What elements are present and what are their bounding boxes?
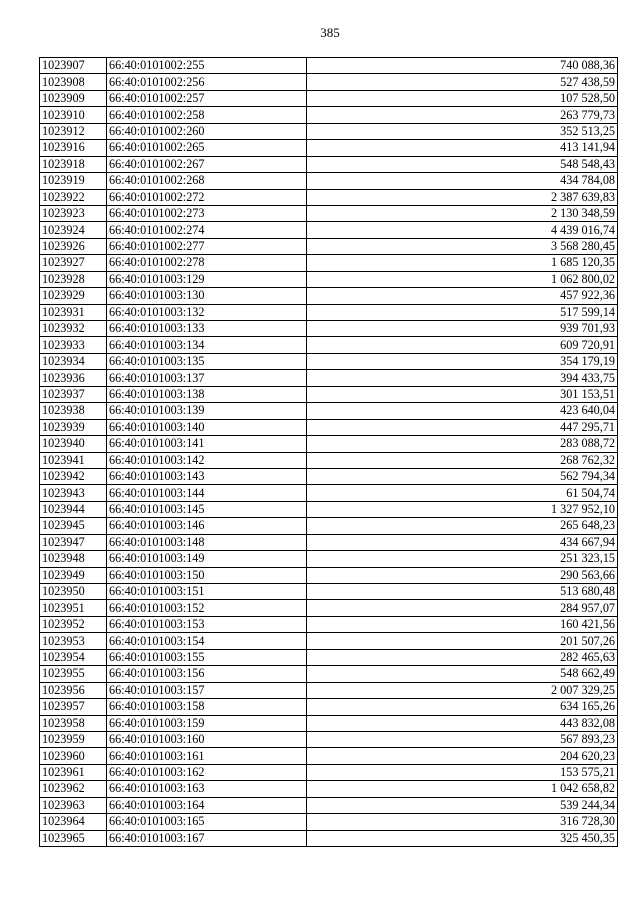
table-row bbox=[40, 666, 618, 682]
value-cell: 443 832,08 bbox=[307, 715, 618, 731]
cadastral-number-cell: 66:40:0101003:137 bbox=[107, 370, 307, 386]
value-cell: 2 007 329,25 bbox=[307, 682, 618, 698]
cadastral-number-cell: 66:40:0101002:257 bbox=[107, 90, 307, 106]
id-cell: 1023943 bbox=[40, 485, 107, 501]
value-cell: 567 893,23 bbox=[307, 731, 618, 747]
id-cell: 1023922 bbox=[40, 189, 107, 205]
cadastral-number-cell: 66:40:0101002:260 bbox=[107, 123, 307, 139]
table-row bbox=[40, 90, 618, 106]
value-cell: 284 957,07 bbox=[307, 600, 618, 616]
cadastral-number-cell: 66:40:0101002:268 bbox=[107, 173, 307, 189]
value-cell: 153 575,21 bbox=[307, 764, 618, 780]
table-row bbox=[40, 222, 618, 238]
value-cell: 290 563,66 bbox=[307, 567, 618, 583]
value-cell: 3 568 280,45 bbox=[307, 238, 618, 254]
id-cell: 1023961 bbox=[40, 764, 107, 780]
table-row bbox=[40, 321, 618, 337]
value-cell: 423 640,04 bbox=[307, 403, 618, 419]
cadastral-number-cell: 66:40:0101003:144 bbox=[107, 485, 307, 501]
cadastral-number-cell: 66:40:0101003:135 bbox=[107, 353, 307, 369]
cadastral-number-cell: 66:40:0101003:146 bbox=[107, 518, 307, 534]
table-row bbox=[40, 682, 618, 698]
value-cell: 2 130 348,59 bbox=[307, 205, 618, 221]
id-cell: 1023931 bbox=[40, 304, 107, 320]
cadastral-number-cell: 66:40:0101003:160 bbox=[107, 731, 307, 747]
cadastral-number-cell: 66:40:0101003:154 bbox=[107, 633, 307, 649]
cadastral-number-cell: 66:40:0101002:258 bbox=[107, 107, 307, 123]
value-cell: 413 141,94 bbox=[307, 140, 618, 156]
table-row bbox=[40, 485, 618, 501]
value-cell: 325 450,35 bbox=[307, 830, 618, 846]
value-cell: 263 779,73 bbox=[307, 107, 618, 123]
cadastral-number-cell: 66:40:0101003:134 bbox=[107, 337, 307, 353]
value-cell: 160 421,56 bbox=[307, 616, 618, 632]
id-cell: 1023950 bbox=[40, 584, 107, 600]
table-row bbox=[40, 584, 618, 600]
cadastral-number-cell: 66:40:0101002:278 bbox=[107, 255, 307, 271]
cadastral-number-cell: 66:40:0101003:141 bbox=[107, 436, 307, 452]
value-cell: 1 685 120,35 bbox=[307, 255, 618, 271]
table-row bbox=[40, 501, 618, 517]
id-cell: 1023947 bbox=[40, 534, 107, 550]
table-body bbox=[40, 58, 618, 847]
cadastral-number-cell: 66:40:0101003:165 bbox=[107, 814, 307, 830]
value-cell: 517 599,14 bbox=[307, 304, 618, 320]
table-row bbox=[40, 830, 618, 846]
id-cell: 1023909 bbox=[40, 90, 107, 106]
id-cell: 1023958 bbox=[40, 715, 107, 731]
id-cell: 1023907 bbox=[40, 58, 107, 74]
value-cell: 562 794,34 bbox=[307, 468, 618, 484]
id-cell: 1023937 bbox=[40, 386, 107, 402]
id-cell: 1023956 bbox=[40, 682, 107, 698]
value-cell: 539 244,34 bbox=[307, 797, 618, 813]
cadastral-number-cell: 66:40:0101003:162 bbox=[107, 764, 307, 780]
table-row bbox=[40, 436, 618, 452]
table-row bbox=[40, 370, 618, 386]
table-row bbox=[40, 600, 618, 616]
id-cell: 1023923 bbox=[40, 205, 107, 221]
value-cell: 316 728,30 bbox=[307, 814, 618, 830]
id-cell: 1023964 bbox=[40, 814, 107, 830]
cadastral-number-cell: 66:40:0101003:163 bbox=[107, 781, 307, 797]
id-cell: 1023960 bbox=[40, 748, 107, 764]
cadastral-number-cell: 66:40:0101003:130 bbox=[107, 288, 307, 304]
id-cell: 1023908 bbox=[40, 74, 107, 90]
table-row bbox=[40, 58, 618, 74]
value-cell: 434 784,08 bbox=[307, 173, 618, 189]
value-cell: 283 088,72 bbox=[307, 436, 618, 452]
table-row bbox=[40, 288, 618, 304]
cadastral-number-cell: 66:40:0101003:157 bbox=[107, 682, 307, 698]
table-row bbox=[40, 205, 618, 221]
cadastral-number-cell: 66:40:0101003:153 bbox=[107, 616, 307, 632]
table-row bbox=[40, 123, 618, 139]
cadastral-number-cell: 66:40:0101003:149 bbox=[107, 551, 307, 567]
id-cell: 1023910 bbox=[40, 107, 107, 123]
cadastral-number-cell: 66:40:0101003:129 bbox=[107, 271, 307, 287]
id-cell: 1023942 bbox=[40, 468, 107, 484]
id-cell: 1023952 bbox=[40, 616, 107, 632]
table-row bbox=[40, 797, 618, 813]
table-row bbox=[40, 255, 618, 271]
page-number: 385 bbox=[320, 25, 340, 40]
cadastral-number-cell: 66:40:0101002:272 bbox=[107, 189, 307, 205]
value-cell: 939 701,93 bbox=[307, 321, 618, 337]
value-cell: 354 179,19 bbox=[307, 353, 618, 369]
id-cell: 1023955 bbox=[40, 666, 107, 682]
id-cell: 1023924 bbox=[40, 222, 107, 238]
id-cell: 1023912 bbox=[40, 123, 107, 139]
id-cell: 1023962 bbox=[40, 781, 107, 797]
table-row bbox=[40, 814, 618, 830]
table-row bbox=[40, 107, 618, 123]
cadastral-number-cell: 66:40:0101003:150 bbox=[107, 567, 307, 583]
table-row bbox=[40, 468, 618, 484]
id-cell: 1023940 bbox=[40, 436, 107, 452]
value-cell: 394 433,75 bbox=[307, 370, 618, 386]
value-cell: 1 042 658,82 bbox=[307, 781, 618, 797]
cadastral-number-cell: 66:40:0101002:274 bbox=[107, 222, 307, 238]
value-cell: 634 165,26 bbox=[307, 699, 618, 715]
cadastral-number-cell: 66:40:0101003:143 bbox=[107, 468, 307, 484]
table-row bbox=[40, 419, 618, 435]
table-row bbox=[40, 633, 618, 649]
cadastral-number-cell: 66:40:0101003:159 bbox=[107, 715, 307, 731]
value-cell: 457 922,36 bbox=[307, 288, 618, 304]
cadastral-number-cell: 66:40:0101002:255 bbox=[107, 58, 307, 74]
cadastral-number-cell: 66:40:0101003:164 bbox=[107, 797, 307, 813]
table-row bbox=[40, 764, 618, 780]
table-row bbox=[40, 189, 618, 205]
table-row bbox=[40, 173, 618, 189]
value-cell: 204 620,23 bbox=[307, 748, 618, 764]
cadastral-number-cell: 66:40:0101003:158 bbox=[107, 699, 307, 715]
table-row bbox=[40, 731, 618, 747]
value-cell: 434 667,94 bbox=[307, 534, 618, 550]
value-cell: 201 507,26 bbox=[307, 633, 618, 649]
cadastral-number-cell: 66:40:0101003:156 bbox=[107, 666, 307, 682]
table-row bbox=[40, 551, 618, 567]
table-row bbox=[40, 271, 618, 287]
value-cell: 609 720,91 bbox=[307, 337, 618, 353]
table-row bbox=[40, 781, 618, 797]
table-row bbox=[40, 74, 618, 90]
id-cell: 1023927 bbox=[40, 255, 107, 271]
id-cell: 1023951 bbox=[40, 600, 107, 616]
id-cell: 1023934 bbox=[40, 353, 107, 369]
id-cell: 1023944 bbox=[40, 501, 107, 517]
value-cell: 107 528,50 bbox=[307, 90, 618, 106]
id-cell: 1023916 bbox=[40, 140, 107, 156]
id-cell: 1023929 bbox=[40, 288, 107, 304]
cadastral-number-cell: 66:40:0101002:265 bbox=[107, 140, 307, 156]
table-row bbox=[40, 238, 618, 254]
table-row bbox=[40, 353, 618, 369]
value-cell: 527 438,59 bbox=[307, 74, 618, 90]
id-cell: 1023919 bbox=[40, 173, 107, 189]
id-cell: 1023932 bbox=[40, 321, 107, 337]
value-cell: 301 153,51 bbox=[307, 386, 618, 402]
cadastral-number-cell: 66:40:0101003:140 bbox=[107, 419, 307, 435]
cadastral-number-cell: 66:40:0101002:256 bbox=[107, 74, 307, 90]
table-row bbox=[40, 534, 618, 550]
cadastral-number-cell: 66:40:0101003:145 bbox=[107, 501, 307, 517]
cadastral-number-cell: 66:40:0101002:277 bbox=[107, 238, 307, 254]
table-row bbox=[40, 337, 618, 353]
value-cell: 1 062 800,02 bbox=[307, 271, 618, 287]
id-cell: 1023945 bbox=[40, 518, 107, 534]
id-cell: 1023949 bbox=[40, 567, 107, 583]
table-row bbox=[40, 699, 618, 715]
id-cell: 1023963 bbox=[40, 797, 107, 813]
id-cell: 1023948 bbox=[40, 551, 107, 567]
cadastral-number-cell: 66:40:0101003:148 bbox=[107, 534, 307, 550]
table-row bbox=[40, 748, 618, 764]
id-cell: 1023954 bbox=[40, 649, 107, 665]
cadastral-number-cell: 66:40:0101002:267 bbox=[107, 156, 307, 172]
id-cell: 1023965 bbox=[40, 830, 107, 846]
value-cell: 61 504,74 bbox=[307, 485, 618, 501]
id-cell: 1023939 bbox=[40, 419, 107, 435]
cadastral-number-cell: 66:40:0101003:138 bbox=[107, 386, 307, 402]
cadastral-number-cell: 66:40:0101003:133 bbox=[107, 321, 307, 337]
id-cell: 1023933 bbox=[40, 337, 107, 353]
cadastral-number-cell: 66:40:0101003:167 bbox=[107, 830, 307, 846]
table-row bbox=[40, 567, 618, 583]
table-row bbox=[40, 304, 618, 320]
value-cell: 513 680,48 bbox=[307, 584, 618, 600]
value-cell: 2 387 639,83 bbox=[307, 189, 618, 205]
cadastral-number-cell: 66:40:0101003:151 bbox=[107, 584, 307, 600]
id-cell: 1023926 bbox=[40, 238, 107, 254]
table-row bbox=[40, 156, 618, 172]
value-cell: 447 295,71 bbox=[307, 419, 618, 435]
value-cell: 1 327 952,10 bbox=[307, 501, 618, 517]
table-row bbox=[40, 403, 618, 419]
id-cell: 1023941 bbox=[40, 452, 107, 468]
table-row bbox=[40, 616, 618, 632]
table-row bbox=[40, 518, 618, 534]
cadastral-number-cell: 66:40:0101003:155 bbox=[107, 649, 307, 665]
id-cell: 1023938 bbox=[40, 403, 107, 419]
cadastral-number-cell: 66:40:0101002:273 bbox=[107, 205, 307, 221]
value-cell: 251 323,15 bbox=[307, 551, 618, 567]
id-cell: 1023918 bbox=[40, 156, 107, 172]
value-cell: 548 548,43 bbox=[307, 156, 618, 172]
table-row bbox=[40, 715, 618, 731]
cadastral-number-cell: 66:40:0101003:139 bbox=[107, 403, 307, 419]
id-cell: 1023928 bbox=[40, 271, 107, 287]
id-cell: 1023959 bbox=[40, 731, 107, 747]
cadastral-number-cell: 66:40:0101003:152 bbox=[107, 600, 307, 616]
cadastral-number-cell: 66:40:0101003:132 bbox=[107, 304, 307, 320]
id-cell: 1023957 bbox=[40, 699, 107, 715]
table-row bbox=[40, 649, 618, 665]
value-cell: 4 439 016,74 bbox=[307, 222, 618, 238]
value-cell: 740 088,36 bbox=[307, 58, 618, 74]
cadastral-value-table bbox=[39, 57, 618, 847]
value-cell: 265 648,23 bbox=[307, 518, 618, 534]
cadastral-number-cell: 66:40:0101003:142 bbox=[107, 452, 307, 468]
id-cell: 1023936 bbox=[40, 370, 107, 386]
id-cell: 1023953 bbox=[40, 633, 107, 649]
table-row bbox=[40, 452, 618, 468]
value-cell: 282 465,63 bbox=[307, 649, 618, 665]
cadastral-number-cell: 66:40:0101003:161 bbox=[107, 748, 307, 764]
value-cell: 268 762,32 bbox=[307, 452, 618, 468]
value-cell: 352 513,25 bbox=[307, 123, 618, 139]
value-cell: 548 662,49 bbox=[307, 666, 618, 682]
table-row bbox=[40, 386, 618, 402]
table-row bbox=[40, 140, 618, 156]
